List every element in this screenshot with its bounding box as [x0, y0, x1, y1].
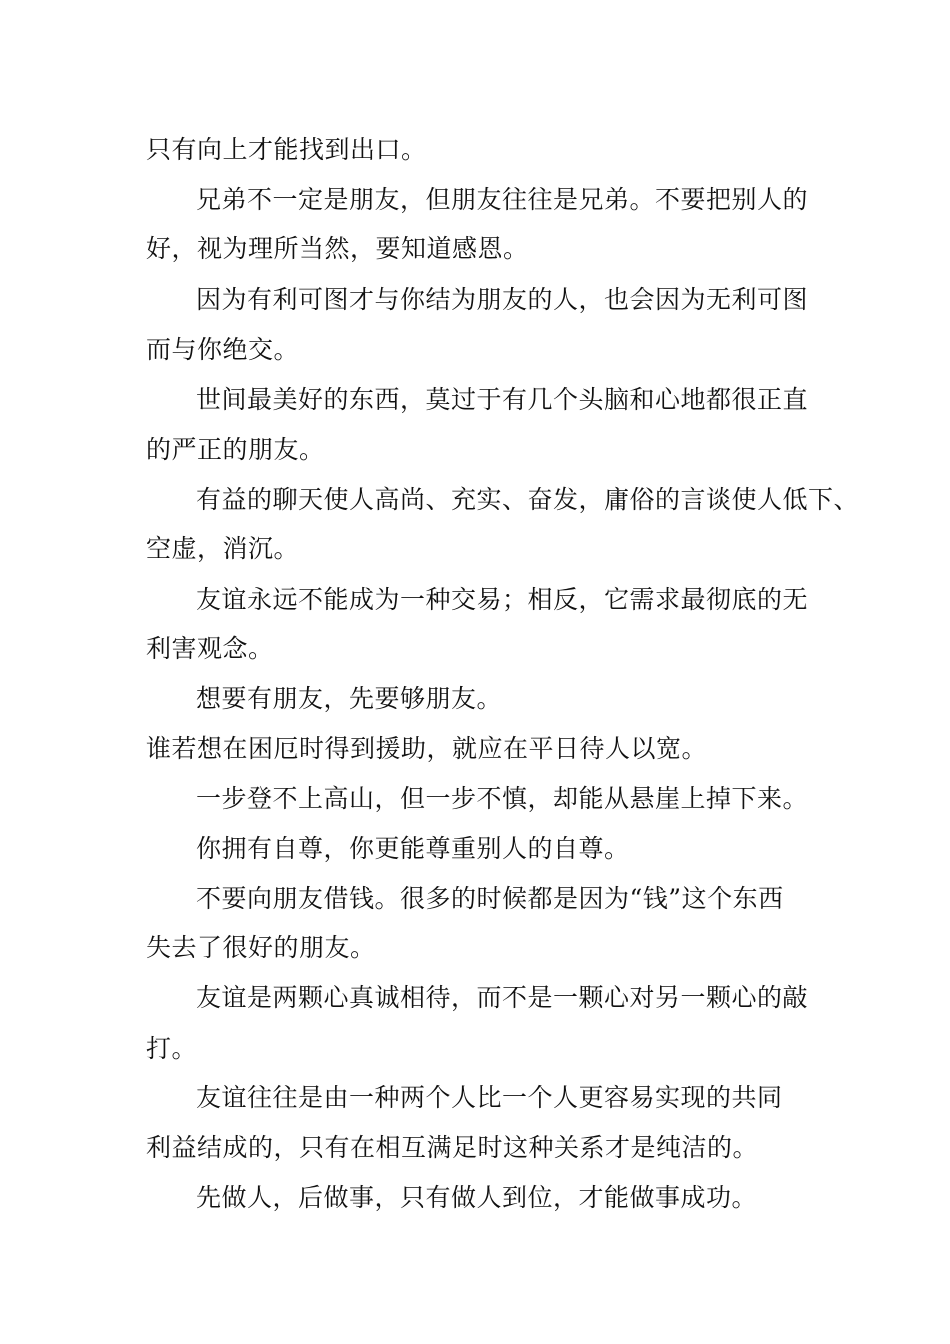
text-line: 的严正的朋友。 — [146, 435, 325, 464]
text-line: 先做人，后做事，只有做人到位，才能做事成功。 — [196, 1183, 758, 1212]
text-line: 打。 — [146, 1034, 198, 1063]
text-line: 友谊往往是由一种两个人比一个人更容易实现的共同 — [196, 1083, 783, 1112]
text-line: 有益的聊天使人高尚、充实、奋发，庸俗的言谈使人低下、 — [196, 485, 860, 514]
text-line: 世间最美好的东西，莫过于有几个头脑和心地都很正直 — [196, 385, 809, 414]
text-line: 利益结成的，只有在相互满足时这种关系才是纯洁的。 — [146, 1133, 759, 1162]
text-line: 友谊是两颗心真诚相待，而不是一颗心对另一颗心的敲 — [196, 983, 809, 1012]
text-line: 利害观念。 — [146, 634, 274, 663]
text-line: 只有向上才能找到出口。 — [146, 135, 427, 164]
text-line: 兄弟不一定是朋友，但朋友往往是兄弟。不要把别人的 — [196, 185, 809, 214]
text-line: 空虚，消沉。 — [146, 534, 300, 563]
text-line: 一步登不上高山，但一步不慎，却能从悬崖上掉下来。 — [196, 784, 809, 813]
text-line: 谁若想在困厄时得到援助，就应在平日待人以宽。 — [146, 734, 708, 763]
text-line: 好，视为理所当然，要知道感恩。 — [146, 234, 529, 263]
text-line: 想要有朋友，先要够朋友。 — [196, 684, 503, 713]
text-line: 你拥有自尊，你更能尊重别人的自尊。 — [196, 834, 630, 863]
text-line: 而与你绝交。 — [146, 335, 300, 364]
text-line: 失去了很好的朋友。 — [146, 933, 376, 962]
text-line: 因为有利可图才与你结为朋友的人，也会因为无利可图 — [196, 285, 809, 314]
text-line: 不要向朋友借钱。很多的时候都是因为“钱”这个东西 — [196, 884, 784, 913]
text-line: 友谊永远不能成为一种交易；相反，它需求最彻底的无 — [196, 585, 809, 614]
